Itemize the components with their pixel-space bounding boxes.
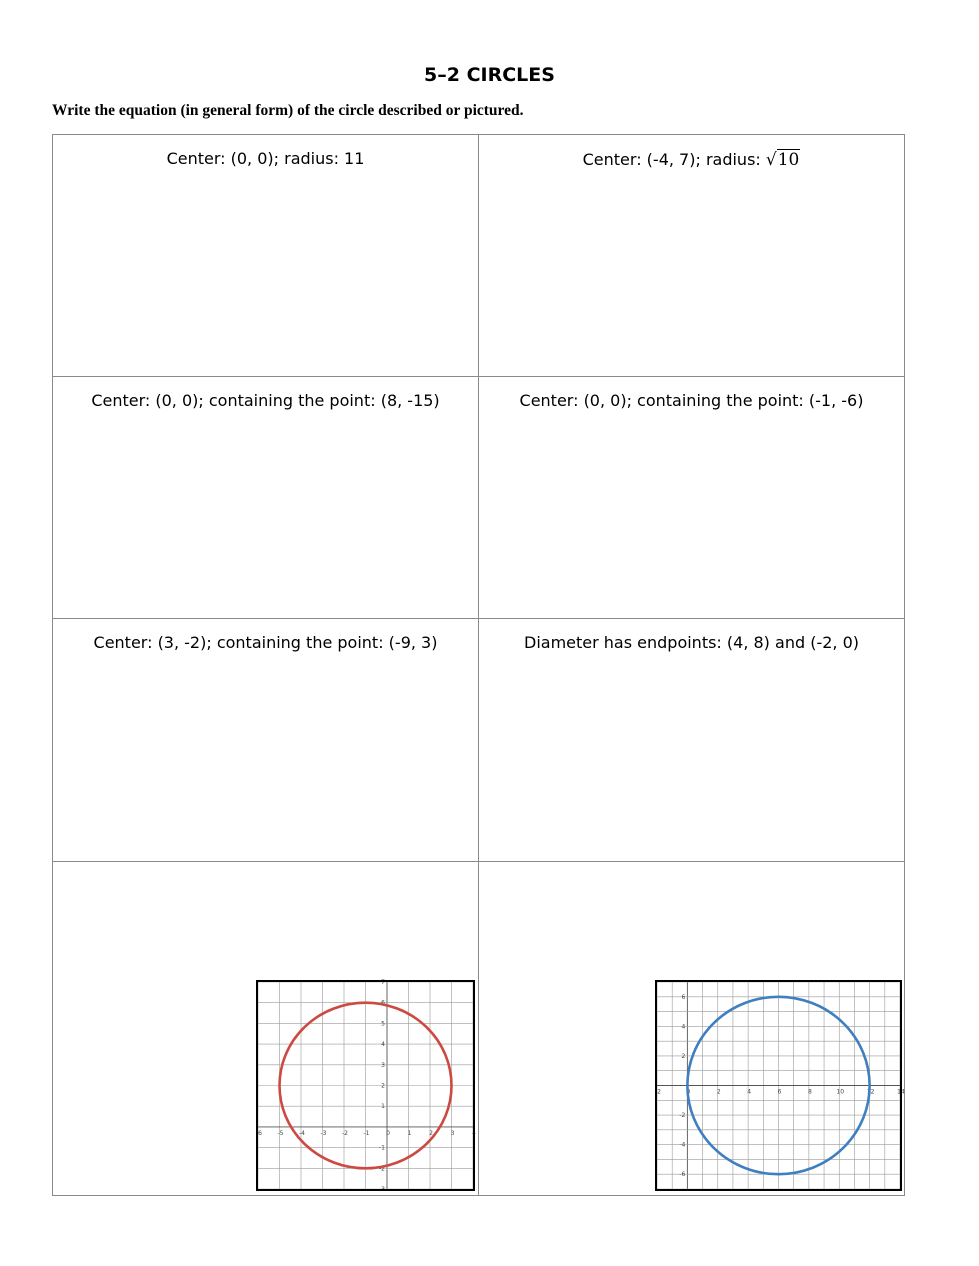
x-tick-label: 1 bbox=[407, 1129, 412, 1137]
x-tick-label: -3 bbox=[320, 1129, 327, 1137]
graph-red-svg bbox=[256, 980, 475, 1191]
x-tick-label: 0 bbox=[386, 1129, 390, 1137]
y-tick-label: 3 bbox=[381, 1061, 385, 1069]
problem-2-prompt bbox=[479, 150, 904, 170]
x-tick-label: -5 bbox=[277, 1129, 284, 1137]
y-tick-label: -4 bbox=[679, 1141, 686, 1149]
graph-red-circle bbox=[256, 980, 475, 1191]
x-tick-label: -4 bbox=[299, 1129, 305, 1137]
x-tick-label: 4 bbox=[472, 1129, 476, 1137]
y-tick-label: 4 bbox=[381, 1040, 385, 1048]
y-tick-label: 7 bbox=[381, 978, 385, 986]
x-tick-label: 2 bbox=[429, 1129, 433, 1137]
y-tick-label: -2 bbox=[679, 1111, 686, 1119]
x-tick-label: 3 bbox=[450, 1129, 455, 1137]
y-tick-label: -3 bbox=[379, 1185, 385, 1193]
x-tick-label: -1 bbox=[363, 1129, 370, 1137]
y-tick-label: 6 bbox=[681, 993, 686, 1001]
x-tick-label: -6 bbox=[256, 1129, 262, 1137]
x-tick-label: 6 bbox=[777, 1088, 782, 1096]
problem-6-prompt: Diameter has endpoints: (4, 8) and (-2, 0) bbox=[524, 633, 859, 653]
y-tick-label: -2 bbox=[379, 1164, 385, 1172]
y-tick-label: -6 bbox=[679, 1170, 686, 1178]
y-tick-label: 2 bbox=[681, 1052, 686, 1060]
page-title: 5–2 CIRCLES bbox=[424, 64, 555, 86]
problem-3-prompt: Center: (0, 0); containing the point: (8, -15) bbox=[91, 391, 440, 411]
problem-cell-4 bbox=[479, 377, 905, 619]
problem-cell-8 bbox=[479, 861, 905, 1195]
x-tick-label: 8 bbox=[807, 1088, 812, 1096]
x-tick-label: 0 bbox=[686, 1088, 691, 1096]
graph-blue-svg bbox=[655, 980, 905, 1191]
x-tick-label: 10 bbox=[836, 1088, 845, 1096]
y-tick-label: 5 bbox=[381, 1020, 385, 1028]
graph-blue-circle bbox=[655, 980, 905, 1191]
x-tick-label: -2 bbox=[655, 1088, 661, 1096]
problem-cell-7 bbox=[53, 861, 479, 1195]
problem-cell-5 bbox=[53, 619, 479, 861]
problem-cell-1 bbox=[53, 135, 479, 377]
radical-sign: √10 bbox=[765, 150, 800, 170]
x-tick-label: 14 bbox=[897, 1088, 905, 1096]
problem-1-prompt: Center: (0, 0); radius: 11 bbox=[166, 149, 365, 168]
x-tick-label: -2 bbox=[342, 1129, 348, 1137]
y-tick-label: 1 bbox=[381, 1102, 385, 1110]
problem-4-prompt: Center: (0, 0); containing the point: (-1, -6) bbox=[519, 391, 864, 411]
problem-grid bbox=[52, 134, 905, 1196]
y-tick-label: -1 bbox=[379, 1144, 385, 1152]
problem-cell-6 bbox=[479, 619, 905, 861]
problem-cell-2 bbox=[479, 135, 905, 377]
y-tick-label: 4 bbox=[681, 1023, 686, 1031]
y-tick-label: 6 bbox=[381, 999, 385, 1007]
problem-cell-3 bbox=[53, 377, 479, 619]
instructions: Write the equation (in general form) of the circle described or pictured. bbox=[52, 102, 524, 119]
y-tick-label: 2 bbox=[381, 1082, 385, 1090]
x-tick-label: 2 bbox=[716, 1088, 721, 1096]
x-tick-label: 4 bbox=[747, 1088, 752, 1096]
problem-5-prompt: Center: (3, -2); containing the point: (-9, 3) bbox=[93, 633, 438, 653]
x-tick-label: 12 bbox=[866, 1088, 875, 1096]
problem-2-text: Center: (-4, 7); radius: bbox=[582, 150, 766, 169]
radicand: 10 bbox=[777, 150, 800, 170]
